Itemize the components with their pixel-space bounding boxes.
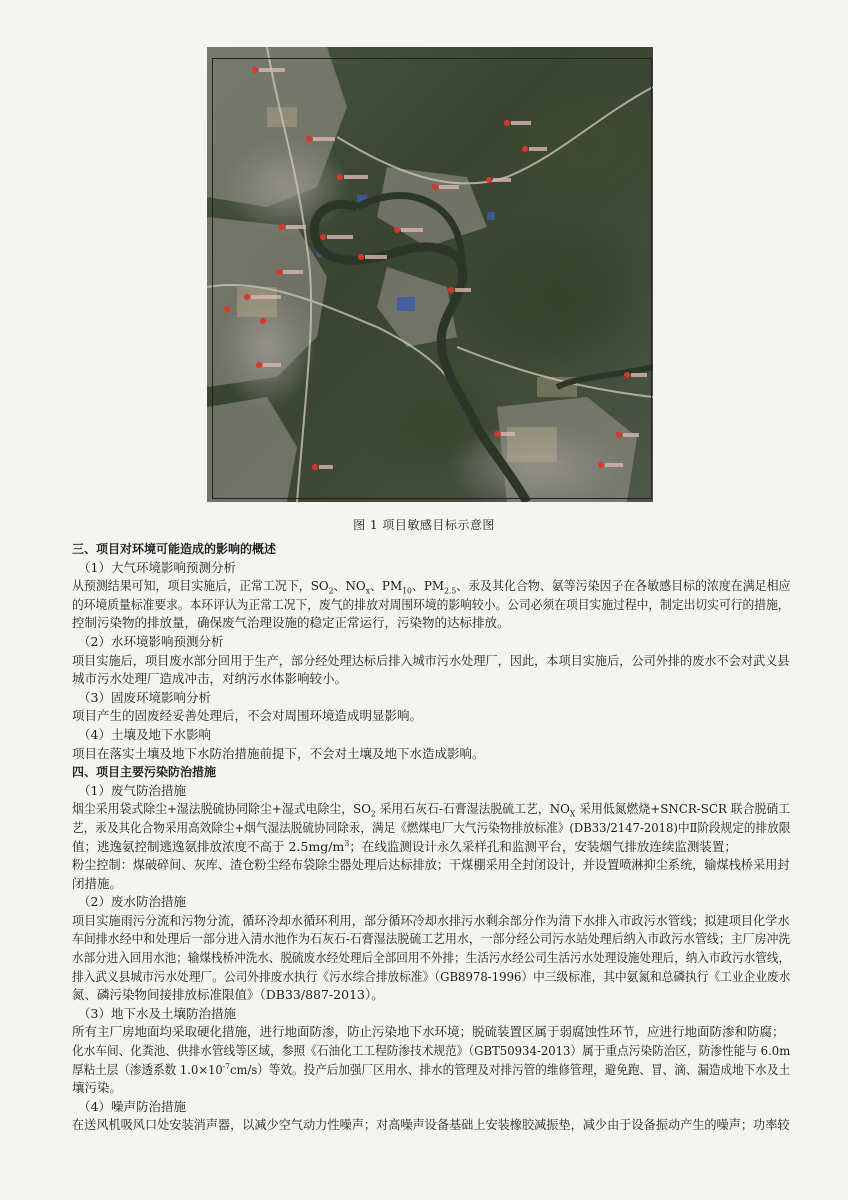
satellite-map-figure	[207, 47, 653, 502]
section-4-3-heading: （3）地下水及土壤防治措施	[78, 1005, 236, 1021]
section-3-heading: 三、项目对环境可能造成的影响的概述	[72, 542, 277, 556]
section-4-3-line-3: 厚粘土层（渗透系数 $1.0\times 10^{-7}cm/s$）等效。投产后加强厂区用水、排水的管理及对排污管的维修管理，避免跑、冒、滴、漏造成地下水及土	[72, 1061, 791, 1077]
section-3-2-line-2: 城市污水处理厂造成冲击，对纳污水体影响较小。	[72, 671, 348, 687]
section-3-1-heading: （1）大气环境影响预测分析	[78, 559, 236, 575]
section-3-4-heading: （4）土壤及地下水影响	[78, 726, 211, 742]
section-4-3-line-2: 化水车间、化粪池、供排水管线等区域，参照《石油化工工程防渗技术规范》（GBT50934-2013）属于重点污染防治区，防渗性能与 6.0m	[72, 1043, 791, 1059]
section-4-3-line-1: 所有主厂房地面均采取硬化措施，进行地面防渗，防止污染地下水环境；脱硫装置区属于弱腐蚀性环节，应进行地面防渗和防腐；	[72, 1024, 785, 1040]
section-3-2-heading: （2）水环境影响预测分析	[78, 633, 224, 649]
section-4-heading: 四、项目主要污染防治措施	[72, 765, 217, 780]
section-4-1-line-1: 烟尘采用袋式除尘+湿法脱硫协同除尘+湿式电除尘，$SO_2$ 采用石灰石-石膏湿法脱硫工艺，$NO_X$ 采用低氮燃烧+SNCR-SCR 联合脱硝工	[72, 801, 791, 819]
figure-caption: 图 1 项目敏感目标示意图	[353, 518, 495, 532]
section-3-1-line-2: 的环境质量标准要求。本环评认为正常工况下，废气的排放对周围环境的影响较小。公司必须在项目实施过程中，制定出切实可行的措施，	[72, 596, 790, 612]
section-4-3-line-4: 壤污染。	[72, 1080, 123, 1096]
section-3-1-line-3: 控制污染物的排放量，确保废气治理设施的稳定正常运行，污染物的达标排放。	[72, 615, 510, 631]
section-4-2-line-4: 排入武义县城市污水处理厂。公司外排废水执行《污水综合排放标准》（GB8978-1996）中三级标准，其中氨氮和总磷执行《工业企业废水	[72, 968, 791, 984]
section-3-4-line-1: 项目在落实土壤及地下水防治措施前提下，不会对土壤及地下水造成影响。	[72, 745, 485, 761]
section-4-2-line-2: 车间排水经中和处理后一部分进入清水池作为石灰石-石膏湿法脱硫工艺用水，一部分经公司污水站处理后纳入市政污水管线；主厂房冲洗	[72, 931, 791, 947]
section-3-3-line-1: 项目产生的固废经妥善处理后，不会对周围环境造成明显影响。	[72, 708, 423, 724]
section-4-1-line-2: 艺，汞及其化合物采用高效除尘+烟气湿法脱硫协同除汞，满足《燃煤电厂大气污染物排放标准》(DB33/2147-2018)中Ⅱ阶段规定的排放限	[72, 819, 791, 835]
section-4-2-line-3: 水部分进入回用水池；输煤栈桥冲洗水、脱硫废水经处理后全部回用不外排；生活污水经公司生活污水处理设施处理后，纳入市政污水管线，	[72, 950, 791, 966]
section-3-3-heading: （3）固废环境影响分析	[78, 689, 211, 705]
section-3-1-line-1: 从预测结果可知，项目实施后，正常工况下，$SO_2$、$NO_x$、$PM_{10}$、$PM_{2.5}$、汞及其化合物、氨等污染因子在各敏感目标的浓度在满足相应	[72, 578, 791, 596]
section-4-2-line-1: 项目实施雨污分流和污物分流，循环冷却水循环利用，部分循环冷却水排污水剩余部分作为清下水排入市政污水管线；拟建项目化学水	[72, 912, 790, 928]
section-4-2-heading: （2）废水防治措施	[78, 894, 186, 910]
section-4-1-line-3: 值；逃逸氨控制逃逸氨排放浓度不高于 $2.5mg/m^3$；在线监测设计永久采样孔和监测平台，安装烟气排放连续监测装置；	[72, 838, 737, 854]
section-4-1-heading: （1）废气防治措施	[78, 782, 186, 798]
section-4-1-line-5: 闭措施。	[72, 875, 123, 891]
satellite-map-graphic	[207, 47, 653, 502]
section-4-2-line-5: 氮、磷污染物间接排放标准限值》（DB33/887-2013）。	[72, 987, 384, 1003]
section-4-4-line-1: 在送风机吸风口处安装消声器，以减少空气动力性噪声；对高噪声设备基础上安装橡胶减振垫，减少由于设备振动产生的噪声；功率较	[72, 1117, 790, 1133]
section-4-4-heading: （4）噪声防治措施	[78, 1098, 186, 1114]
section-4-1-line-4: 粉尘控制：煤破碎间、灰库、渣仓粉尘经布袋除尘器处理后达标排放；干煤棚采用全封闭设计，并设置喷淋抑尘系统，输煤栈桥采用封	[72, 857, 790, 873]
section-3-2-line-1: 项目实施后，项目废水部分回用于生产，部分经处理达标后排入城市污水处理厂，因此，本项目实施后，公司外排的废水不会对武义县	[72, 652, 790, 668]
document-body	[72, 540, 790, 1135]
